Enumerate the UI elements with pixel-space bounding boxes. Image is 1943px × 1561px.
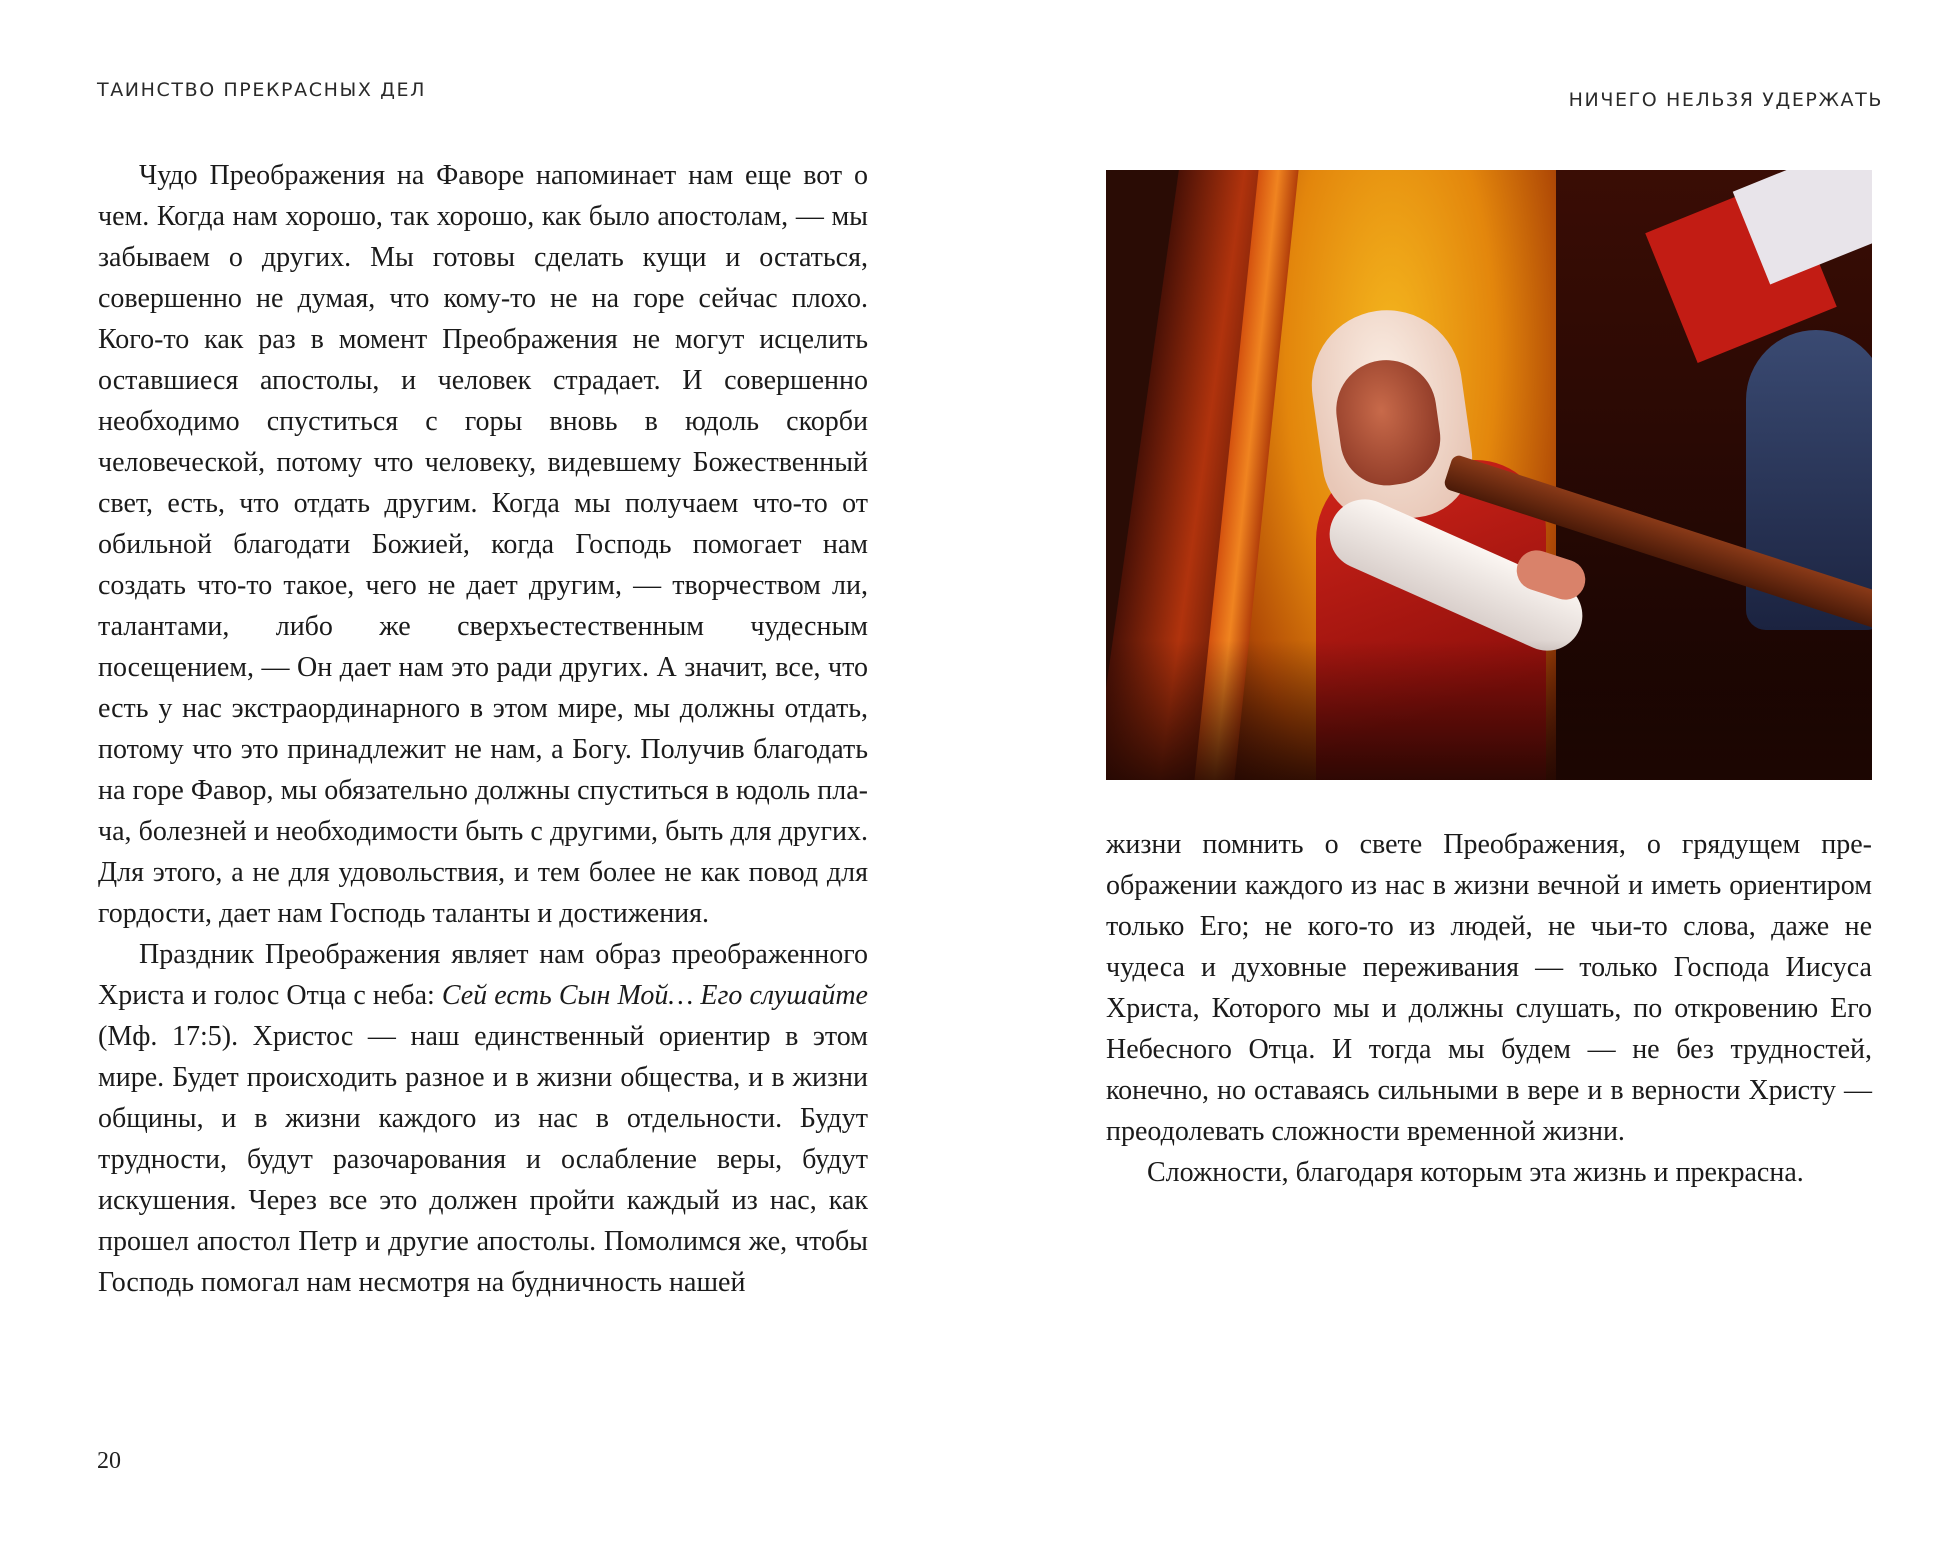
left-paragraph-2-rest: (Мф. 17:5). Христос — наш единственный ориентир в этом мире. Будет происходить разное и в жизни общества, и в жизни общины, и в жизни каждого из нас в отдельности. Будут трудности, будут разочарования и ослабление веры, будут искушения. Через все это должен пройти каждый из нас, как прошел апостол Петр и другие апостолы. Помолимся же, чтобы Господь помогал нам несмотря на будничность нашей <box>98 1021 868 1298</box>
right-paragraph-2: Сложности, благодаря которым эта жизнь и прекрасна. <box>1147 1157 1804 1188</box>
scripture-quote: Сей есть Сын Мой… Его слушайте <box>441 980 868 1011</box>
right-paragraph-1: жизни помнить о свете Преображения, о грядущем преображении каждого из нас в жизни вечной и иметь ориентиром только Его; не кого-то из людей, не чьи-то слова, даже не чудеса и духовные переживания — только Господа Иисуса Христа, Которого мы и должны слушать, по откровению Его Небесного Отца. И тогда мы будем — не без трудностей, конечно, но оставаясь сильными в вере и в верности Христу — преодолевать сложности временной жизни. <box>1106 829 1872 1147</box>
left-page-text <box>98 155 868 1303</box>
left-paragraph-1: Чудо Преображения на Фаворе напоминает нам еще вот о чем. Когда нам хорошо, так хорошо, как было апостолам, — мы забываем о других. Мы готовы сделать кущи и остаться, совершенно не думая, что кому-то не на горе сейчас плохо. Кого-то как раз в момент Преображения не могут исцелить оставшиеся апостолы, и человек страдает. И совершенно необходимо спуститься с горы вновь в юдоль скорби человеческой, потому что человеку, видевшему Божественный свет, есть, что отдать другим. Когда мы получаем что-то от обильной благодати Божией, когда Господь помогает нам создать что-то такое, чего не дает другим, — творчеством ли, талантами, либо же сверхъестественным чудесным посещением, — Он дает нам это ради других. А значит, все, что есть у нас экстраординарного в этом мире, мы должны отдать, потому что это принадлежит не нам, а Богу. Получив благодать на горе Фавор, мы обязательно должны спуститься в юдоль плача, болезней и необходимости быть с другими, быть для других. Для этого, а не для удовольствия, и тем более не как повод для гордости, дает нам Господь таланты и достижения. <box>98 160 868 929</box>
page-number: 20 <box>97 1448 121 1474</box>
photo-shadow <box>1106 640 1872 780</box>
right-page-text <box>1106 824 1872 1193</box>
left-paragraph-2-start: Праздник Преображения являет нам образ преображенного Христа и голос Отца с неба: <box>98 939 868 1011</box>
running-head-left: ТАИНСТВО ПРЕКРАСНЫХ ДЕЛ <box>97 79 427 101</box>
left-paragraph-2 <box>98 934 868 1303</box>
running-head-right: НИЧЕГО НЕЛЬЗЯ УДЕРЖАТЬ <box>1568 89 1883 111</box>
photo-girl-in-headscarf <box>1106 170 1872 780</box>
